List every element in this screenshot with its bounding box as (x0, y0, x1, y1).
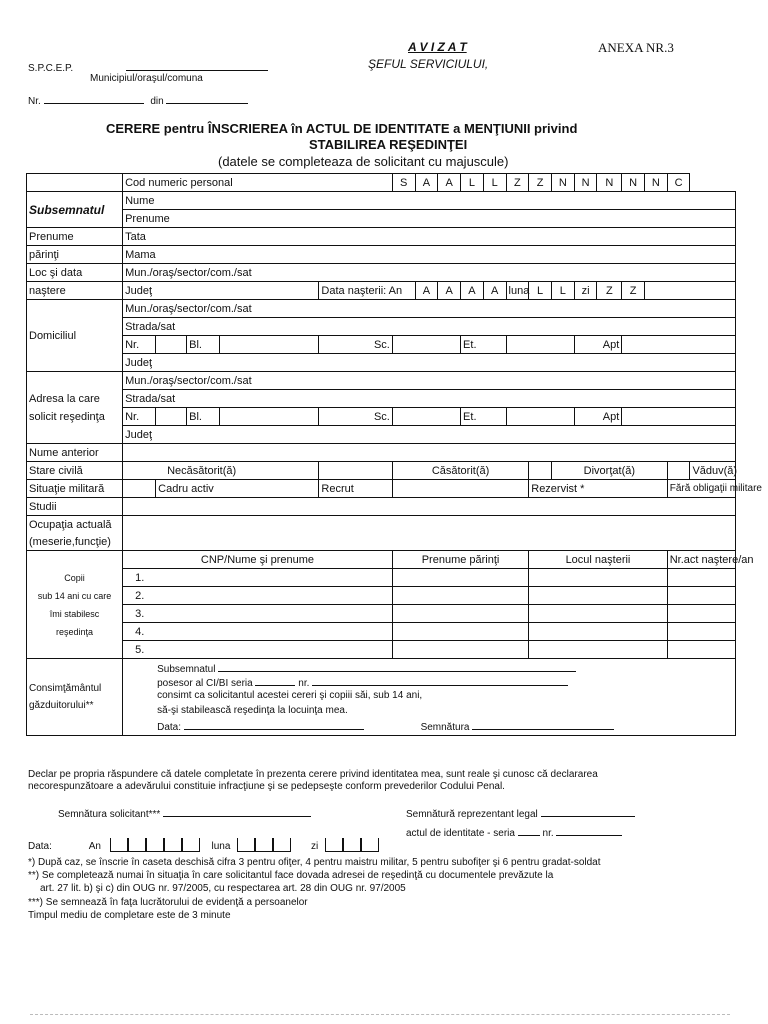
copil-parinti-field[interactable] (392, 587, 528, 605)
consimt-label-1: Consimţământul (29, 683, 102, 694)
domiciliu-strada-row (27, 318, 736, 336)
copil-nract-field[interactable] (667, 587, 735, 605)
data-nastere-row (27, 282, 736, 300)
apt-label: Apt (574, 408, 622, 426)
nota-3: ***) Se semnează în faţa lucrătorului de evidenţă a persoanelor (28, 897, 308, 908)
an-box[interactable]: A (461, 282, 484, 300)
c-subsemnatul-label: Subsemnatul (157, 664, 216, 675)
c-semnatura-field[interactable] (472, 719, 614, 730)
copil-locul-field[interactable] (529, 569, 667, 587)
studii-field[interactable] (123, 498, 736, 516)
zi-label: zi (310, 841, 319, 852)
data-label: Data: (28, 841, 52, 852)
tata-label: Tata (125, 230, 146, 243)
stare-civila-label: Stare civilă (27, 462, 123, 480)
zi-box[interactable]: Z (597, 282, 622, 300)
c-subsemnatul-field[interactable] (218, 661, 576, 672)
empty-cell (644, 282, 735, 300)
sc-label: Sc. (319, 336, 392, 354)
luna-label: luna (506, 282, 529, 300)
copil-parinti-field[interactable] (392, 641, 528, 659)
judet-label: Judeţ (125, 284, 153, 297)
copil-cnp-field[interactable] (123, 587, 393, 605)
an-box[interactable]: A (483, 282, 506, 300)
semnatura-reprezentant-label: Semnătură reprezentant legal (406, 809, 538, 820)
copil-nract-field[interactable] (667, 641, 735, 659)
resedinta-apt-field[interactable] (622, 408, 736, 426)
avizat-label: A V I Z A T (408, 40, 467, 54)
act-nr-label: nr. (542, 828, 554, 839)
c-posesor-row (157, 675, 568, 689)
ocupatia-label-1: Ocupaţia actuală (27, 516, 123, 534)
judet-label: Judeţ (125, 356, 153, 369)
c-semnatura-label: Semnătura (420, 722, 470, 733)
tata-field[interactable] (123, 228, 736, 246)
nume-anterior-field[interactable] (123, 444, 736, 462)
copil-locul-field[interactable] (529, 623, 667, 641)
cnp-box[interactable]: L (483, 174, 506, 192)
c-seria-field[interactable] (255, 675, 295, 686)
recrut-checkbox[interactable] (392, 480, 528, 498)
necasatorit-label: Necăsătorit(ă) (123, 462, 319, 480)
mun-label: Mun./oraş/sector/com./sat (125, 302, 252, 315)
din-label: din (150, 96, 164, 107)
application-form-table (26, 173, 762, 736)
nota-4: Timpul mediu de completare este de 3 minute (28, 910, 231, 921)
loc-nastere-mun-field[interactable] (123, 264, 736, 282)
domiciliu-strada-field[interactable] (123, 318, 736, 336)
nota-2: **) Se completează numai în situaţia în care solicitantul face dovada adresei de reşedinţă cu documentele prevăzute la (28, 870, 554, 881)
situatie-militara-row (27, 480, 736, 498)
cnp-box[interactable]: A (415, 174, 438, 192)
resedinta-mun-row (27, 372, 736, 390)
domiciliu-sc-field[interactable] (392, 336, 460, 354)
loc-data-label-1: Loc şi data (27, 264, 123, 282)
copii-row (27, 623, 736, 641)
domiciliu-apt-field[interactable] (622, 336, 736, 354)
cadru-activ-label: Cadru activ (156, 480, 319, 498)
strada-label: Strada/sat (125, 392, 176, 405)
c-data-label: Data: (157, 722, 181, 733)
resedinta-judet-field[interactable] (123, 426, 736, 444)
declaratie-line2: necorespunzătoare a adevărului constituie infracţiune şi se pedepseşte conform prevederilor Codului Penal. (28, 781, 505, 792)
nota-2b: art. 27 lit. b) şi c) din OUG nr. 97/2005, cu respectarea art. 28 din OUG nr. 97/2005 (40, 883, 406, 894)
an-label: An (88, 841, 101, 852)
copii-label-3: îmi stabilesc (27, 605, 123, 623)
nr-field[interactable] (44, 93, 144, 104)
semnatura-reprezentant-field[interactable] (541, 806, 635, 817)
consimt-label-2: găzduitorului** (29, 700, 94, 711)
row-number: 2. (135, 589, 145, 602)
data-nasterii-label: Data naşterii: An (319, 282, 415, 300)
loc-data-label-2: naştere (27, 282, 123, 300)
fara-obligatii-label: Fără obligaţii militare (667, 480, 735, 498)
judet-label: Judeţ (125, 428, 153, 441)
act-nr-field[interactable] (556, 825, 622, 836)
bottom-divider (30, 1014, 730, 1015)
c-nr-field[interactable] (312, 675, 568, 686)
nume-row (27, 192, 736, 210)
subsemnatul-label: Subsemnatul (27, 192, 123, 228)
resedinta-strada-field[interactable] (123, 390, 736, 408)
prenume-label: Prenume (125, 212, 170, 225)
seful-serviciului-label: ŞEFUL SERVICIULUI, (368, 57, 489, 71)
cnp-box[interactable]: N (622, 174, 645, 192)
copil-locul-field[interactable] (529, 587, 667, 605)
semnatura-solicitant-label: Semnătura solicitant*** (58, 809, 161, 820)
luna-box[interactable] (273, 838, 291, 852)
form-subtitle: (datele se completeaza de solicitant cu majuscule) (218, 154, 509, 169)
ocupatia-label-2: (meserie,funcţie) (27, 533, 123, 551)
copil-parinti-field[interactable] (392, 623, 528, 641)
an-box[interactable] (182, 838, 200, 852)
domiciliu-et-field[interactable] (506, 336, 574, 354)
copil-locul-field[interactable] (529, 605, 667, 623)
zi-label: zi (574, 282, 597, 300)
ocupatia-field[interactable] (123, 516, 736, 551)
zi-box[interactable] (361, 838, 379, 852)
rezervist-label: Rezervist * (529, 480, 667, 498)
domiciliu-bl-field[interactable] (220, 336, 319, 354)
domiciliul-label: Domiciliul (27, 300, 123, 372)
copil-parinti-field[interactable] (392, 605, 528, 623)
empty-cell (27, 551, 123, 569)
cnp-box[interactable]: N (574, 174, 597, 192)
cnp-label: Cod numeric personal (123, 174, 393, 192)
resedinta-judet-row (27, 426, 736, 444)
cnp-box[interactable]: Z (529, 174, 552, 192)
luna-box[interactable]: L (551, 282, 574, 300)
copii-label-2: sub 14 ani cu care (27, 587, 123, 605)
resedinta-strada-row (27, 390, 736, 408)
copil-nract-field[interactable] (667, 569, 735, 587)
nr-label: Nr. (123, 408, 156, 426)
act-seria-field[interactable] (518, 825, 540, 836)
copil-parinti-field[interactable] (392, 569, 528, 587)
mun-label: Mun./oraş/sector/com./sat (125, 374, 252, 387)
cnp-box[interactable]: N (551, 174, 574, 192)
copil-nract-field[interactable] (667, 605, 735, 623)
recrut-label: Recrut (319, 480, 392, 498)
luna-box[interactable] (255, 838, 273, 852)
necasatorit-checkbox[interactable] (319, 462, 392, 480)
zi-box[interactable] (325, 838, 343, 852)
copil-cnp-field[interactable] (123, 605, 393, 623)
c-sasi-text: să-şi stabilească reşedinţa la locuinţa mea. (157, 705, 348, 716)
cnp-box[interactable]: L (461, 174, 484, 192)
copii-label-1: Copii (27, 569, 123, 587)
consimtamant-box (123, 659, 736, 736)
data-row (28, 838, 388, 852)
copii-label-4: reşedinţa (27, 623, 123, 641)
an-box[interactable] (110, 838, 128, 852)
empty-cell (123, 480, 156, 498)
domiciliu-mun-row (27, 300, 736, 318)
col-locul-header: Locul naşterii (529, 551, 667, 569)
zi-box[interactable]: Z (622, 282, 645, 300)
act-identitate-row (406, 825, 622, 839)
nume-label: Nume (125, 194, 155, 207)
cnp-box[interactable]: N (644, 174, 667, 192)
resedinta-mun-field[interactable] (123, 372, 736, 390)
declaratie-line1: Declar pe propria răspundere că datele completate în prezenta cerere privind identitatea mea, sunt reale şi cunosc că declararea (28, 769, 598, 780)
domiciliu-nr-field[interactable] (156, 336, 187, 354)
divortat-checkbox[interactable] (667, 462, 690, 480)
copii-row (27, 587, 736, 605)
act-identitate-label: actul de identitate - seria (406, 828, 515, 839)
adresa-label-2: solicit reşedinţa (27, 408, 123, 426)
empty-cell (27, 174, 123, 192)
form-title-line1: CERERE pentru ÎNSCRIEREA în ACTUL DE IDENTITATE a MENŢIUNII privind (106, 121, 578, 136)
nume-field[interactable] (123, 192, 736, 210)
c-posesor-label: posesor al CI/BI seria (157, 678, 253, 689)
sc-label: Sc. (319, 408, 392, 426)
an-box[interactable] (164, 838, 182, 852)
tata-row (27, 228, 736, 246)
zi-box[interactable] (343, 838, 361, 852)
resedinta-nr-row (27, 408, 736, 426)
copil-cnp-field[interactable] (123, 641, 393, 659)
cnp-box[interactable]: S (392, 174, 415, 192)
semnatura-reprezentant-row (406, 806, 635, 820)
copil-cnp-field[interactable] (123, 569, 393, 587)
stare-civila-row (27, 462, 736, 480)
empty-cell (27, 372, 123, 390)
luna-label: luna (211, 841, 231, 852)
mun-label: Mun./oraş/sector/com./sat (125, 266, 252, 279)
prenume-field[interactable] (123, 210, 736, 228)
mama-field[interactable] (123, 246, 736, 264)
din-field[interactable] (166, 93, 248, 104)
consimtamant-row (27, 659, 736, 736)
mama-row (27, 246, 736, 264)
copii-row (27, 605, 736, 623)
municipiul-label: Municipiul/oraşul/comuna (90, 73, 203, 84)
vaduv-label: Văduv(ă) (690, 462, 736, 480)
cnp-row (27, 174, 736, 192)
spcep-label (28, 60, 268, 74)
nume-anterior-label: Nume anterior (27, 444, 123, 462)
et-label: Et. (461, 408, 506, 426)
row-number: 1. (135, 571, 145, 584)
domiciliu-judet-row (27, 354, 736, 372)
an-box[interactable] (128, 838, 146, 852)
c-subsemnatul-row (157, 661, 576, 675)
cnp-box[interactable]: A (438, 174, 461, 192)
prenume-parinti-label-1: Prenume (27, 228, 123, 246)
c-data-field[interactable] (184, 719, 364, 730)
c-consimt-text: consimt ca solicitantul acestei cereri şi copiii săi, sub 14 ani, (157, 690, 423, 701)
an-box[interactable]: A (415, 282, 438, 300)
spcep-field[interactable] (126, 60, 268, 71)
apt-label: Apt (574, 336, 622, 354)
col-prenume-parinti-header: Prenume părinţi (392, 551, 528, 569)
strada-label: Strada/sat (125, 320, 176, 333)
domiciliu-mun-field[interactable] (123, 300, 736, 318)
copii-row (27, 569, 736, 587)
row-number: 3. (135, 607, 145, 620)
bl-label: Bl. (187, 408, 220, 426)
domiciliu-judet-field[interactable] (123, 354, 736, 372)
an-box[interactable]: A (438, 282, 461, 300)
nume-anterior-row (27, 444, 736, 462)
casatorit-checkbox[interactable] (529, 462, 552, 480)
prenume-parinti-label-2: părinţi (27, 246, 123, 264)
studii-row (27, 498, 736, 516)
an-box[interactable] (146, 838, 164, 852)
row-number: 5. (135, 643, 145, 656)
judet-nastere-field[interactable] (123, 282, 319, 300)
resedinta-et-field[interactable] (506, 408, 574, 426)
copii-header-row (27, 551, 736, 569)
luna-box[interactable]: L (529, 282, 552, 300)
c-data-row (157, 719, 614, 733)
semnatura-solicitant-field[interactable] (163, 806, 311, 817)
cnp-box[interactable]: C (667, 174, 690, 192)
cnp-box[interactable]: N (597, 174, 622, 192)
nota-1: *) După caz, se înscrie în caseta deschisă cifra 3 pentru ofiţer, 4 pentru maistru militar, 5 pentru subofiţer şi 6 pentru gradat-soldat (28, 857, 601, 868)
semnatura-solicitant-row (58, 806, 311, 820)
anexa-label: ANEXA NR.3 (598, 40, 674, 55)
copil-locul-field[interactable] (529, 641, 667, 659)
col-cnp-header: CNP/Nume şi prenume (123, 551, 393, 569)
empty-cell (27, 426, 123, 444)
nr-label: Nr. (123, 336, 156, 354)
resedinta-nr-field[interactable] (156, 408, 187, 426)
spcep-text: S.P.C.E.P. (28, 63, 74, 74)
copil-cnp-field[interactable] (123, 623, 393, 641)
row-number: 4. (135, 625, 145, 638)
situatie-militara-label: Situaţie militară (27, 480, 123, 498)
studii-label: Studii (27, 498, 123, 516)
loc-nastere-row (27, 264, 736, 282)
form-title-line2: STABILIREA REŞEDINŢEI (309, 137, 468, 152)
prenume-row (27, 210, 736, 228)
casatorit-label: Căsătorit(ă) (392, 462, 528, 480)
ocupatia-row-1 (27, 516, 736, 534)
empty-cell (27, 641, 123, 659)
resedinta-bl-field[interactable] (220, 408, 319, 426)
copii-row (27, 641, 736, 659)
divortat-label: Divorţat(ă) (551, 462, 667, 480)
c-nr-label: nr. (298, 678, 310, 689)
resedinta-sc-field[interactable] (392, 408, 460, 426)
mama-label: Mama (125, 248, 156, 261)
et-label: Et. (461, 336, 506, 354)
nr-label: Nr. (28, 96, 41, 107)
nr-din-row (28, 93, 248, 107)
bl-label: Bl. (187, 336, 220, 354)
consimtamant-label (27, 659, 123, 736)
col-nract-header: Nr.act naştere/an (667, 551, 735, 569)
luna-box[interactable] (237, 838, 255, 852)
cnp-box[interactable]: Z (506, 174, 529, 192)
copil-nract-field[interactable] (667, 623, 735, 641)
adresa-label-1: Adresa la care (27, 390, 123, 408)
domiciliu-nr-row (27, 336, 736, 354)
